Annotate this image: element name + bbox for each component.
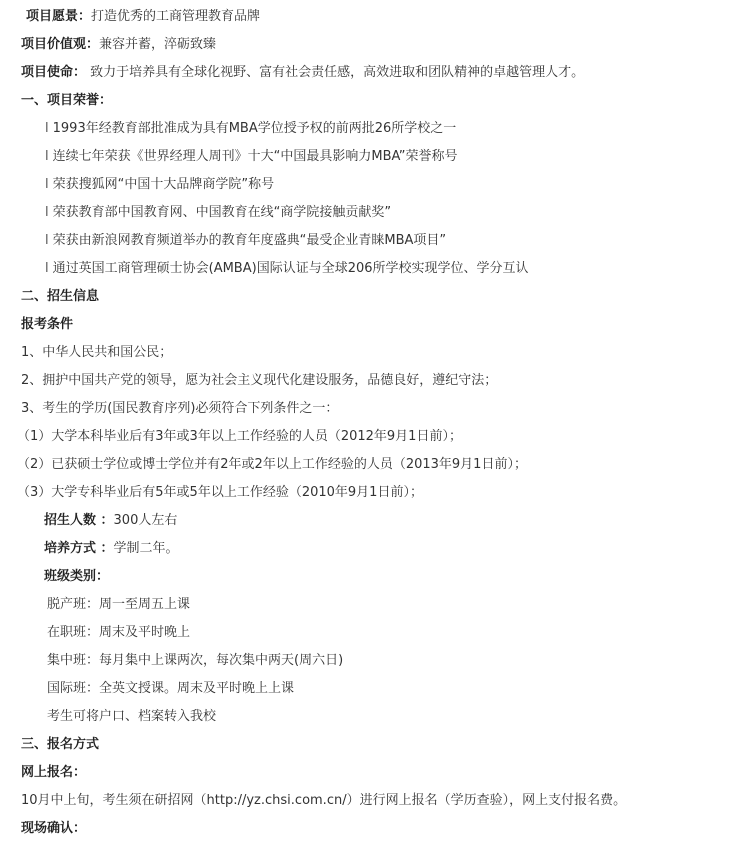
bullet-icon: l xyxy=(45,233,49,248)
honor-item xyxy=(45,115,456,143)
onsite-confirmation-heading: 现场确认： xyxy=(21,821,87,836)
mode-row xyxy=(44,535,179,563)
bullet-icon: l xyxy=(45,205,49,220)
honor-text: 通过英国工商管理硕士协会(AMBA)国际认证与全球206所学校实现学位、学分互认 xyxy=(52,261,529,276)
enrollment-label: 招生人数 ： xyxy=(44,513,114,528)
honor-item xyxy=(45,255,529,283)
sub-condition-item: （1）大学本科毕业后有3年或3年以上工作经验的人员（2012年9月1日前）； xyxy=(17,429,462,444)
bullet-icon: l xyxy=(45,149,49,164)
honor-item xyxy=(45,171,274,199)
registration-heading: 三、报名方式 xyxy=(21,737,100,752)
condition-item: 1、中华人民共和国公民； xyxy=(21,345,173,360)
honor-text: 1993年经教育部批准成为具有MBA学位授予权的前两批26所学校之一 xyxy=(52,121,457,136)
honor-item xyxy=(45,143,458,171)
mode-text: 学制二年。 xyxy=(113,541,179,556)
conditions-heading: 报考条件 xyxy=(21,317,74,332)
vision-text: 打造优秀的工商管理教育品牌 xyxy=(91,9,261,24)
vision-row xyxy=(26,3,260,31)
honor-text: 连续七年荣获《世界经理人周刊》十大“中国最具影响力MBA”荣誉称号 xyxy=(52,149,458,164)
vision-label: 项目愿景： xyxy=(26,9,92,24)
values-label: 项目价值观： xyxy=(21,37,100,52)
mission-text: 致力于培养具有全球化视野、富有社会责任感，高效进取和团队精神的卓越管理人才。 xyxy=(86,65,585,80)
honor-text: 荣获搜狐网“中国十大品牌商学院”称号 xyxy=(52,177,275,192)
bullet-icon: l xyxy=(45,121,49,136)
bullet-icon: l xyxy=(45,177,49,192)
class-type-item: 脱产班：周一至周五上课 xyxy=(47,597,191,612)
honor-item xyxy=(45,227,446,255)
honor-item xyxy=(45,199,391,227)
sub-condition-item: （2）已获硕士学位或博士学位并有2年或2年以上工作经验的人员（2013年9月1日前）； xyxy=(17,457,527,472)
honor-text: 荣获由新浪网教育频道举办的教育年度盛典“最受企业青睐MBA项目” xyxy=(52,233,447,248)
honors-heading: 一、项目荣誉： xyxy=(21,93,113,108)
mission-row xyxy=(21,59,584,87)
values-row xyxy=(21,31,216,59)
admission-heading: 二、招生信息 xyxy=(21,289,100,304)
honor-text: 荣获教育部中国教育网、中国教育在线“商学院接触贡献奖” xyxy=(52,205,392,220)
values-text: 兼容并蓄，淬砺致臻 xyxy=(99,37,217,52)
enrollment-text: 300人左右 xyxy=(113,513,178,528)
mission-label: 项目使命： xyxy=(21,65,87,80)
condition-item: 2、拥护中国共产党的领导，愿为社会主义现代化建设服务，品德良好，遵纪守法； xyxy=(21,373,498,388)
mode-label: 培养方式 ： xyxy=(44,541,114,556)
class-type-item: 集中班：每月集中上课两次，每次集中两天(周六日) xyxy=(47,653,344,668)
condition-item: 3、考生的学历(国民教育序列)必须符合下列条件之一： xyxy=(21,401,339,416)
enrollment-row xyxy=(44,507,177,535)
online-registration-heading: 网上报名： xyxy=(21,765,87,780)
class-type-item: 国际班：全英文授课。周末及平时晚上上课 xyxy=(47,681,295,696)
class-type-item: 在职班：周末及平时晚上 xyxy=(47,625,191,640)
bullet-icon: l xyxy=(45,261,49,276)
class-types-heading: 班级类别： xyxy=(44,569,110,584)
online-registration-text: 10月中上旬，考生须在研招网（http://yz.chsi.com.cn/）进行网上报名（学历查验），网上支付报名费。 xyxy=(21,793,627,808)
sub-condition-item: （3）大学专科毕业后有5年或5年以上工作经验（2010年9月1日前）； xyxy=(17,485,423,500)
hukou-note: 考生可将户口、档案转入我校 xyxy=(47,709,217,724)
